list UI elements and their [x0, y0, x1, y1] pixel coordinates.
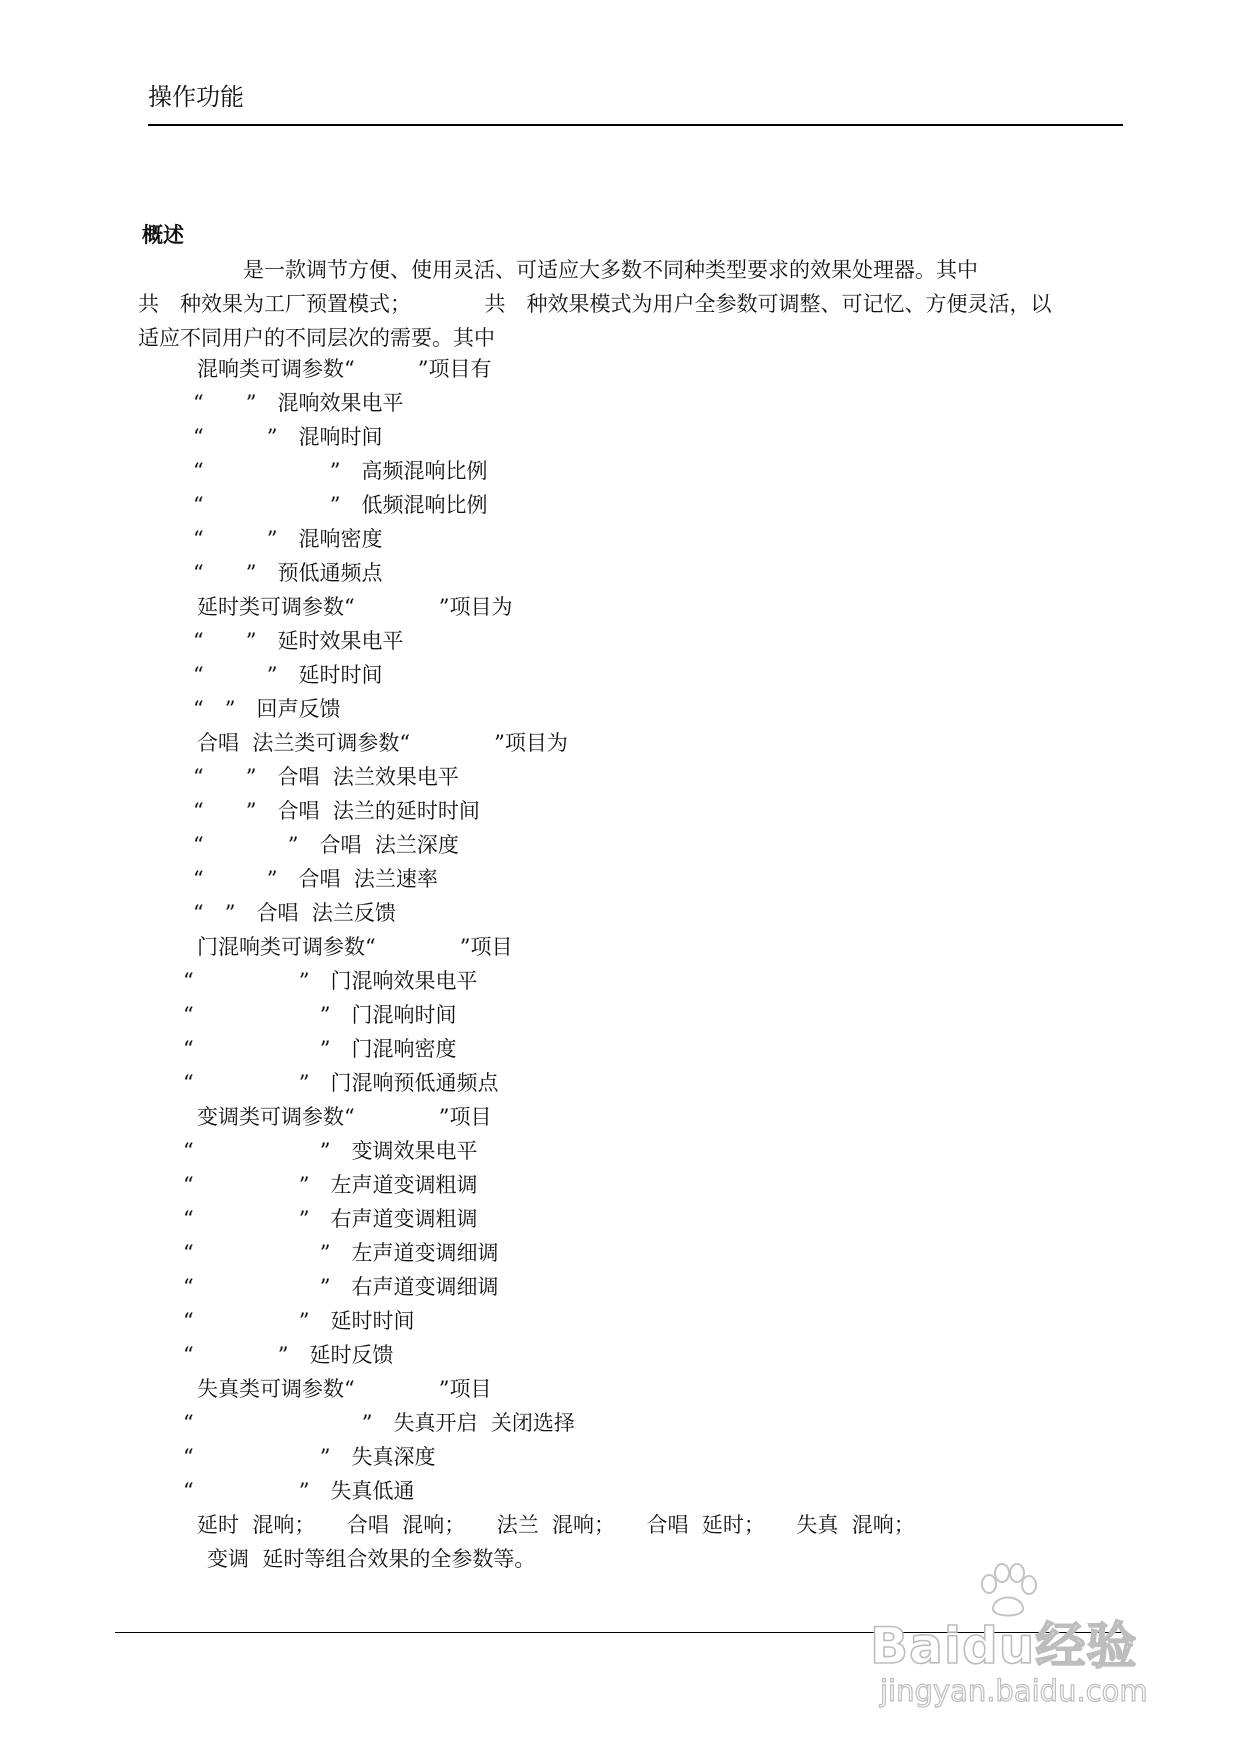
- category-chorus-flanger: 合唱 法兰类可调参数“ ”项目为: [197, 731, 568, 755]
- list-item: “ ” 右声道变调粗调: [183, 1207, 478, 1231]
- list-item: “ ” 延时效果电平: [193, 629, 404, 653]
- list-item: “ ” 延时反馈: [183, 1343, 394, 1367]
- category-reverb: 混响类可调参数“ ”项目有: [197, 357, 492, 381]
- watermark-logo-text: Baidu经验: [870, 1617, 1138, 1675]
- list-item: “ ” 左声道变调细调: [183, 1241, 499, 1265]
- list-item: “ ” 合唱 法兰的延时时间: [193, 799, 480, 823]
- list-item: “ ” 合唱 法兰反馈: [193, 901, 396, 925]
- category-distortion: 失真类可调参数“ ”项目: [197, 1377, 492, 1401]
- category-pitch-shift: 变调类可调参数“ ”项目: [197, 1105, 492, 1129]
- list-item: “ ” 延时时间: [193, 663, 383, 687]
- intro-line-1: 是一款调节方便、使用灵活、可适应大多数不同种类型要求的效果处理器。其中: [243, 258, 978, 282]
- section-title: 概述: [142, 223, 184, 247]
- list-item: “ ” 变调效果电平: [183, 1139, 478, 1163]
- list-item: “ ” 混响时间: [193, 425, 383, 449]
- list-item: “ ” 左声道变调粗调: [183, 1173, 478, 1197]
- list-item: “ ” 混响效果电平: [193, 391, 404, 415]
- category-delay: 延时类可调参数“ ”项目为: [197, 595, 513, 619]
- baidu-jingyan-watermark: [870, 1562, 1170, 1722]
- combo-effects-line: 变调 延时等组合效果的全参数等。: [207, 1547, 536, 1571]
- intro-paragraph: [138, 253, 1128, 355]
- list-item: “ ” 高频混响比例: [193, 459, 488, 483]
- list-item: “ ” 低频混响比例: [193, 493, 488, 517]
- list-item: “ ” 合唱 法兰效果电平: [193, 765, 459, 789]
- list-item: “ ” 门混响预低通频点: [183, 1071, 499, 1095]
- intro-line-2: 共 种效果为工厂预置模式； 共 种效果模式为用户全参数可调整、可记忆、方便灵活，以: [138, 292, 1052, 316]
- list-item: “ ” 门混响密度: [183, 1037, 457, 1061]
- list-item: “ ” 门混响时间: [183, 1003, 457, 1027]
- list-item: “ ” 失真低通: [183, 1479, 415, 1503]
- list-item: “ ” 右声道变调细调: [183, 1275, 499, 1299]
- list-item: “ ” 合唱 法兰深度: [193, 833, 459, 857]
- list-item: “ ” 混响密度: [193, 527, 383, 551]
- list-item: “ ” 合唱 法兰速率: [193, 867, 438, 891]
- page-header-title: 操作功能: [148, 83, 244, 111]
- list-item: “ ” 失真开启 关闭选择: [183, 1411, 575, 1435]
- watermark-site-text: jingyan.baidu.com: [880, 1674, 1148, 1708]
- combo-effects-line: 延时 混响； 合唱 混响； 法兰 混响； 合唱 延时； 失真 混响；: [197, 1513, 915, 1537]
- list-item: “ ” 回声反馈: [193, 697, 341, 721]
- list-item: “ ” 门混响效果电平: [183, 969, 478, 993]
- list-item: “ ” 失真深度: [183, 1445, 436, 1469]
- category-gate-reverb: 门混响类可调参数“ ”项目: [197, 935, 513, 959]
- intro-line-3: 适应不同用户的不同层次的需要。其中: [138, 326, 495, 350]
- list-item: “ ” 延时时间: [183, 1309, 415, 1333]
- header-divider: [148, 124, 1123, 126]
- list-item: “ ” 预低通频点: [193, 561, 383, 585]
